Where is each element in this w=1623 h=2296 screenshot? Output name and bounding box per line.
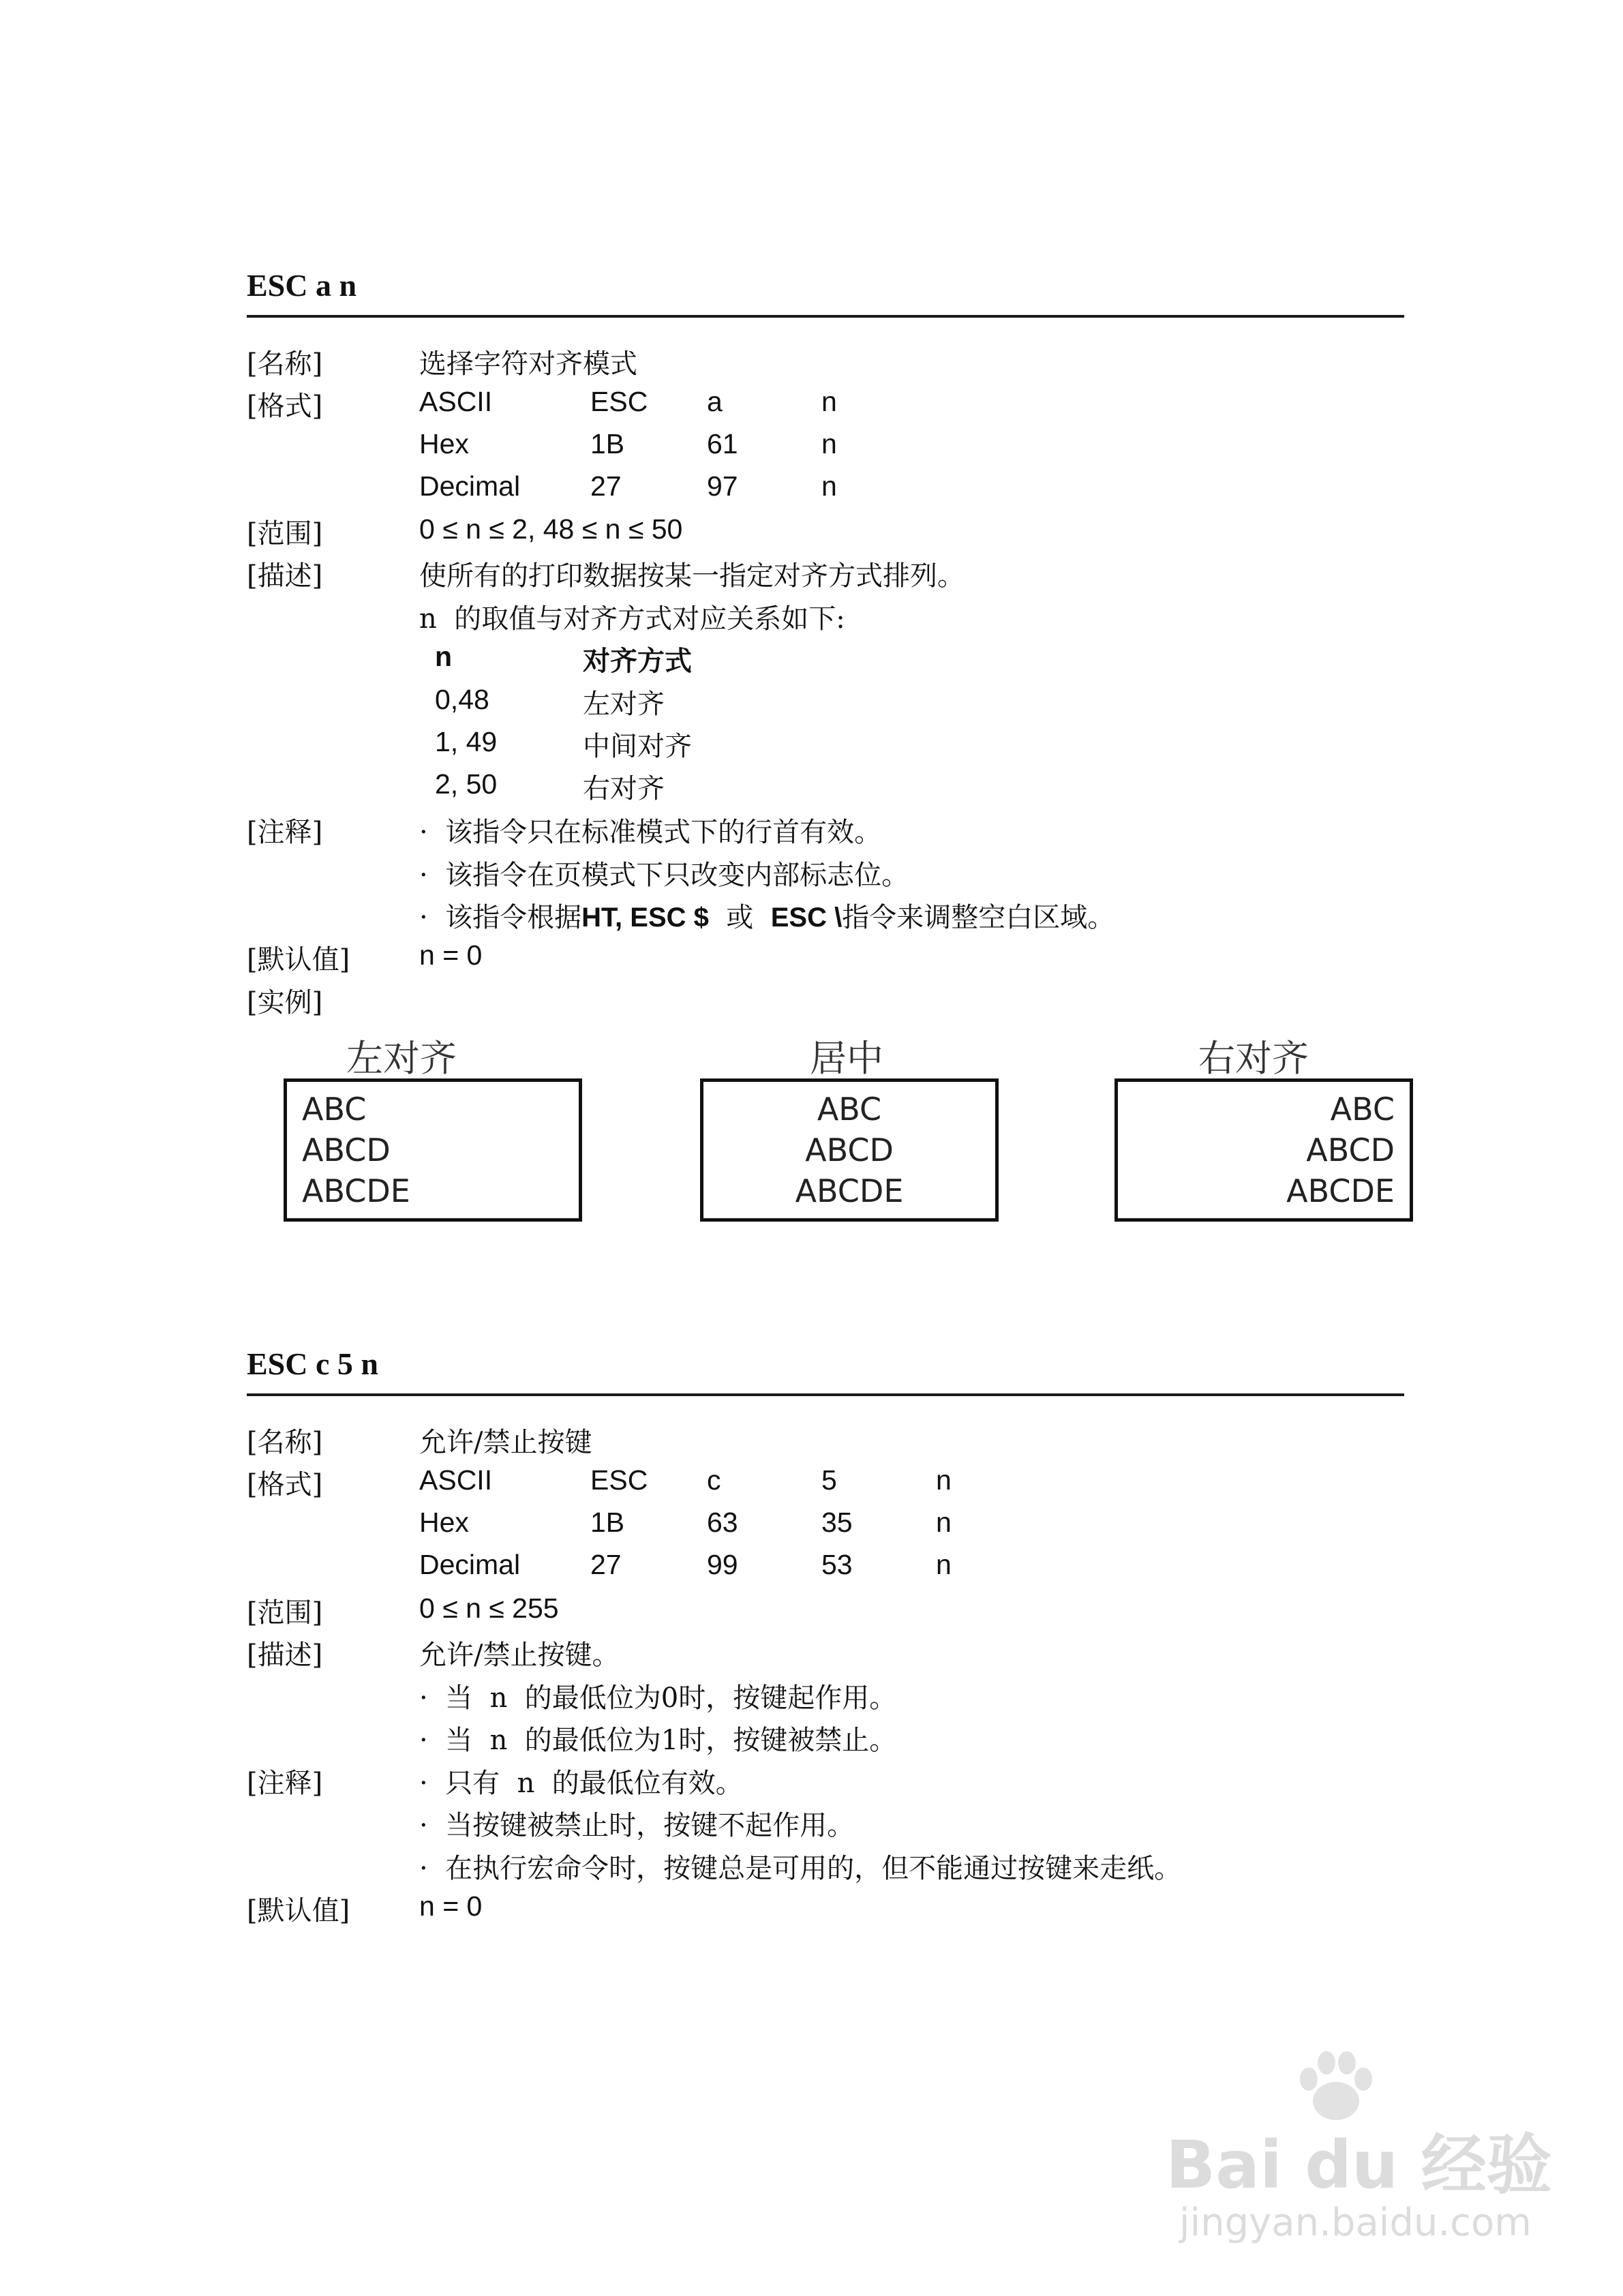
table-cell: 1, 49 xyxy=(435,726,498,757)
default-label: [默认值] xyxy=(247,1895,350,1927)
format-cell: ASCII xyxy=(419,386,493,417)
description-text: 允许/禁止按键。 xyxy=(419,1640,620,1671)
range-label: [范围] xyxy=(247,1597,323,1629)
range-value: 0 ≤ n ≤ 2, 48 ≤ n ≤ 50 xyxy=(419,513,683,545)
range-label: [范围] xyxy=(247,518,323,549)
description-bullet: · 当 n 的最低位为1时，按键被禁止。 xyxy=(419,1725,897,1756)
name-label: [名称] xyxy=(247,348,323,380)
format-cell: ESC xyxy=(590,1464,648,1496)
note-command-ref: ESC \ xyxy=(770,903,843,933)
format-cell: ESC xyxy=(590,386,648,417)
format-cell: 99 xyxy=(707,1549,738,1580)
format-cell: 1B xyxy=(590,1507,625,1538)
baidu-watermark xyxy=(1159,2045,1552,2263)
command-name: 选择字符对齐模式 xyxy=(419,348,637,380)
note-command-ref: HT, ESC $ xyxy=(581,903,709,933)
description-bullet: · 当 n 的最低位为0时，按键起作用。 xyxy=(419,1682,897,1714)
description-label: [描述] xyxy=(247,560,323,592)
example-center-label: 居中 xyxy=(810,1037,883,1080)
example-line: ABCD xyxy=(1306,1132,1395,1168)
format-cell: n xyxy=(936,1507,952,1538)
format-label: [格式] xyxy=(247,391,323,422)
format-cell: 27 xyxy=(590,470,622,502)
example-line: ABCDE xyxy=(302,1173,410,1209)
format-cell: 63 xyxy=(707,1507,738,1538)
format-cell: a xyxy=(707,386,723,417)
description-text: 使所有的打印数据按某一指定对齐方式排列。 xyxy=(419,560,965,592)
section-title-esc-a-n: ESC a n xyxy=(247,268,357,303)
format-cell: n xyxy=(936,1464,952,1496)
format-cell: c xyxy=(707,1464,721,1496)
format-cell: 61 xyxy=(707,428,738,459)
format-cell: 27 xyxy=(590,1549,622,1580)
note-text: · 当按键被禁止时，按键不起作用。 xyxy=(419,1810,855,1841)
example-right-box xyxy=(1114,1078,1413,1222)
default-value: n = 0 xyxy=(419,1890,483,1922)
note-text-part: 或 xyxy=(708,902,771,933)
format-cell: 35 xyxy=(821,1507,853,1538)
format-cell: Decimal xyxy=(419,470,521,502)
description-text: n 的取值与对齐方式对应关系如下: xyxy=(419,603,845,635)
note-text: · 在执行宏命令时，按键总是可用的，但不能通过按键来走纸。 xyxy=(419,1853,1182,1884)
format-cell: ASCII xyxy=(419,1464,493,1496)
title-rule xyxy=(247,315,1404,318)
format-cell: n xyxy=(821,386,837,417)
note-label: [注释] xyxy=(247,1768,323,1799)
example-left-box xyxy=(284,1078,582,1222)
watermark-url: jingyan.baidu.com xyxy=(1179,2201,1532,2245)
format-cell: n xyxy=(936,1549,952,1580)
note-text-part: · 该指令根据 xyxy=(419,902,582,933)
table-cell: 右对齐 xyxy=(583,773,665,804)
example-line: ABC xyxy=(817,1091,882,1128)
default-value: n = 0 xyxy=(419,939,483,971)
format-cell: 53 xyxy=(821,1549,853,1580)
example-line: ABCDE xyxy=(795,1173,904,1209)
example-line: ABCD xyxy=(805,1132,894,1168)
table-header: 对齐方式 xyxy=(583,645,692,677)
note-text-part: 指令来调整空白区域。 xyxy=(842,902,1115,933)
example-center-box xyxy=(700,1078,999,1222)
description-label: [描述] xyxy=(247,1640,323,1671)
name-label: [名称] xyxy=(247,1427,323,1458)
table-cell: 2, 50 xyxy=(435,768,498,800)
note-text: · 该指令只在标准模式下的行首有效。 xyxy=(419,817,882,848)
command-name: 允许/禁止按键 xyxy=(419,1427,592,1458)
example-line: ABC xyxy=(1330,1091,1395,1128)
table-cell: 0,48 xyxy=(435,684,489,715)
watermark-brand: Bai du 经验 xyxy=(1166,2127,1552,2203)
note-text: · 该指令在页模式下只改变内部标志位。 xyxy=(419,860,909,891)
format-cell: Decimal xyxy=(419,1549,521,1580)
example-right-label: 右对齐 xyxy=(1198,1037,1309,1080)
note-text xyxy=(419,896,1114,935)
format-cell: 97 xyxy=(707,470,738,502)
default-label: [默认值] xyxy=(247,944,350,976)
range-value: 0 ≤ n ≤ 255 xyxy=(419,1592,559,1624)
format-cell: Hex xyxy=(419,428,469,459)
title-rule xyxy=(247,1393,1404,1396)
example-line: ABCD xyxy=(302,1132,391,1168)
table-cell: 左对齐 xyxy=(583,689,665,720)
example-line: ABCDE xyxy=(1286,1173,1395,1209)
table-header: n xyxy=(435,641,453,672)
format-cell: Hex xyxy=(419,1507,469,1538)
section-title-esc-c-5-n: ESC c 5 n xyxy=(247,1346,378,1381)
format-cell: n xyxy=(821,428,837,459)
note-text: · 只有 n 的最低位有效。 xyxy=(419,1768,743,1799)
format-label: [格式] xyxy=(247,1469,323,1500)
format-cell: n xyxy=(821,470,837,502)
table-cell: 中间对齐 xyxy=(583,731,692,762)
example-left-label: 左对齐 xyxy=(346,1037,457,1080)
example-line: ABC xyxy=(302,1091,367,1128)
example-label: [实例] xyxy=(247,987,323,1018)
format-cell: 1B xyxy=(590,428,625,459)
format-cell: 5 xyxy=(821,1464,837,1496)
note-label: [注释] xyxy=(247,817,323,848)
